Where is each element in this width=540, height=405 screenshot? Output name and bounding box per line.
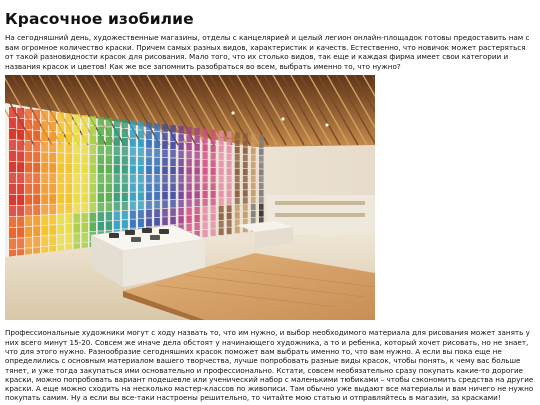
paint-store-photo — [5, 75, 375, 320]
body-paragraph: Профессиональные художники могут с ходу назвать то, что им нужно, и выбор необходимого материала для рисования может занять у них всего минут 15-20. Совсем же иначе дела обстоят у начинающего художника, а то и ребенка, который хочет рисовать, но не знает, что для этого нужно. Разнообразие сегодняшних красок поможет вам выбрать именно то, что вам нужно. А если вы пока еще не определились с основным материалом вашего творчества, лучше попробовать разные виды красок, чтобы понять, к чему вас больше тянет, и уже тогда закупаться ими основательно и профессионально. Кстати, совсем необязательно сразу покупать какие-то дорогие краски, можно попробовать вариант подешевле или ученический набор с маленькими тюбиками – чтобы сэкономить средства на другие краски. А еще можно сходить на несколько мастер-классов по живописи. Там обычно уже выдают все материалы и вам ничего не нужно покупать самим. Ну а если вы все-таки настроены решительно, то читайте мою статью и отправляйтесь в магазин, за красками! — [5, 328, 534, 403]
article-title: Красочное изобилие — [5, 10, 194, 28]
intro-paragraph: На сегодняшний день, художественные магазины, отделы с канцелярией и целый легион онлайн-площадок готовы предоставить нам с вам огромное количество краски. Причем самых разных видов, характеристик и качеств. Естественно, что новичок может растеряться от такой разновидности красок для рисования. Мало того, что их столько видов, так еще и каждая фирма имеет свои категории и названия красок и цветов! Как же все запомнить разобраться во всем, выбрать именно то, что нужно? — [5, 33, 530, 71]
